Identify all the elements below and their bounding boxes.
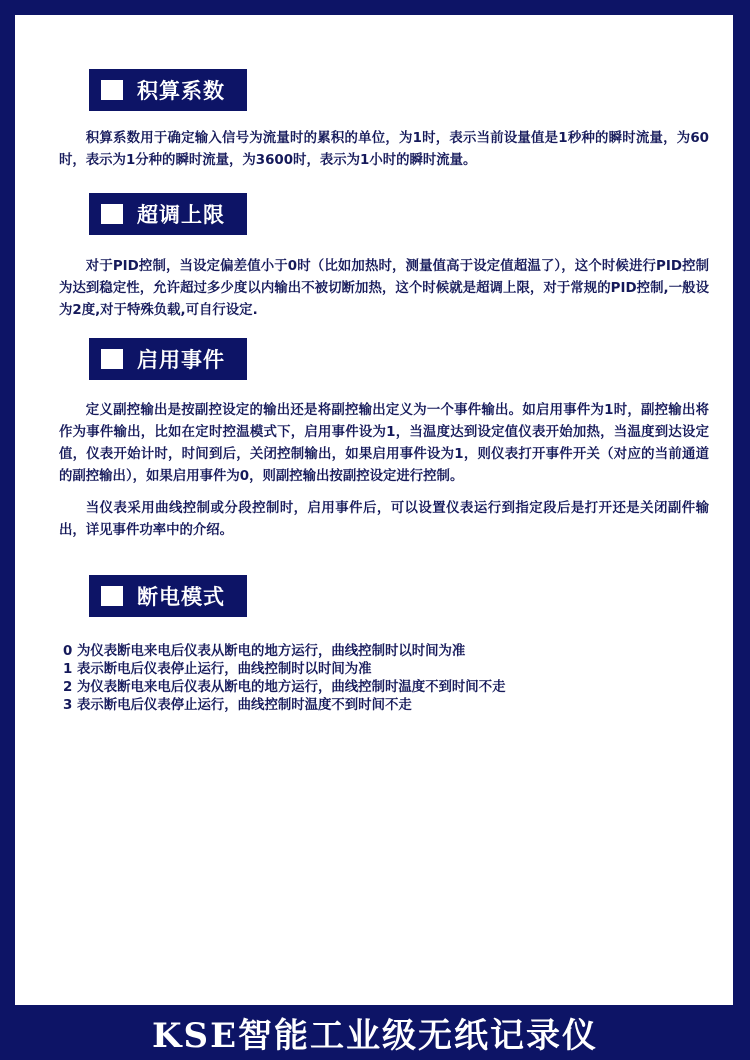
list-item: 2 为仪表断电来电后仪表从断电的地方运行，曲线控制时温度不到时间不走 — [63, 680, 506, 695]
header-square-icon — [101, 80, 123, 100]
section-title: 断电模式 — [137, 585, 225, 609]
paragraph: 对于PID控制，当设定偏差值小于0时（比如加热时，测量值高于设定值超温了），这个时候进行PID控制为达到稳定性，允许超过多少度以内输出不被切断加热，这个时候就是超调上限，对于常规的PID控制,一般设为2度,对于特殊负载,可自行设定. — [59, 259, 709, 318]
section-header-event — [89, 338, 247, 380]
footer-banner — [0, 1005, 750, 1060]
header-square-icon — [101, 349, 123, 369]
list-item: 3 表示断电后仪表停止运行，曲线控制时温度不到时间不走 — [63, 698, 412, 713]
power-off-mode-list — [63, 643, 713, 715]
paragraph: 积算系数用于确定输入信号为流量时的累积的单位，为1时，表示当前设量值是1秒种的瞬时流量，为60时，表示为1分种的瞬时流量，为3600时，表示为1小时的瞬时流量。 — [59, 131, 709, 168]
header-square-icon — [101, 586, 123, 606]
section-title: 积算系数 — [137, 79, 225, 103]
header-square-icon — [101, 204, 123, 224]
section-header-accumulation — [89, 69, 247, 111]
paragraph: 定义副控输出是按副控设定的输出还是将副控输出定义为一个事件输出。如启用事件为1时，副控输出将作为事件输出，比如在定时控温模式下，启用事件设为1，当温度达到设定值仪表开始加热，当温度到达设定值，仪表开始计时，时间到后，关闭控制输出，如果启用事件设为1，则仪表打开事件开关（对应的当前通道的副控输出），如果启用事件为0，则副控输出按副控设定进行控制。 — [59, 403, 709, 484]
section-title: 超调上限 — [137, 203, 225, 227]
footer-title: KSE智能工业级无纸记录仪 — [151, 1016, 599, 1056]
section-header-power-off — [89, 575, 247, 617]
document-page — [15, 15, 733, 1005]
section-title: 启用事件 — [137, 348, 225, 372]
section-header-overshoot — [89, 193, 247, 235]
list-item: 1 表示断电后仪表停止运行，曲线控制时以时间为准 — [63, 662, 372, 677]
paragraph: 当仪表采用曲线控制或分段控制时，启用事件后，可以设置仪表运行到指定段后是打开还是关闭副件输出，详见事件功率中的介绍。 — [59, 501, 709, 538]
list-item: 0 为仪表断电来电后仪表从断电的地方运行，曲线控制时以时间为准 — [63, 644, 466, 659]
